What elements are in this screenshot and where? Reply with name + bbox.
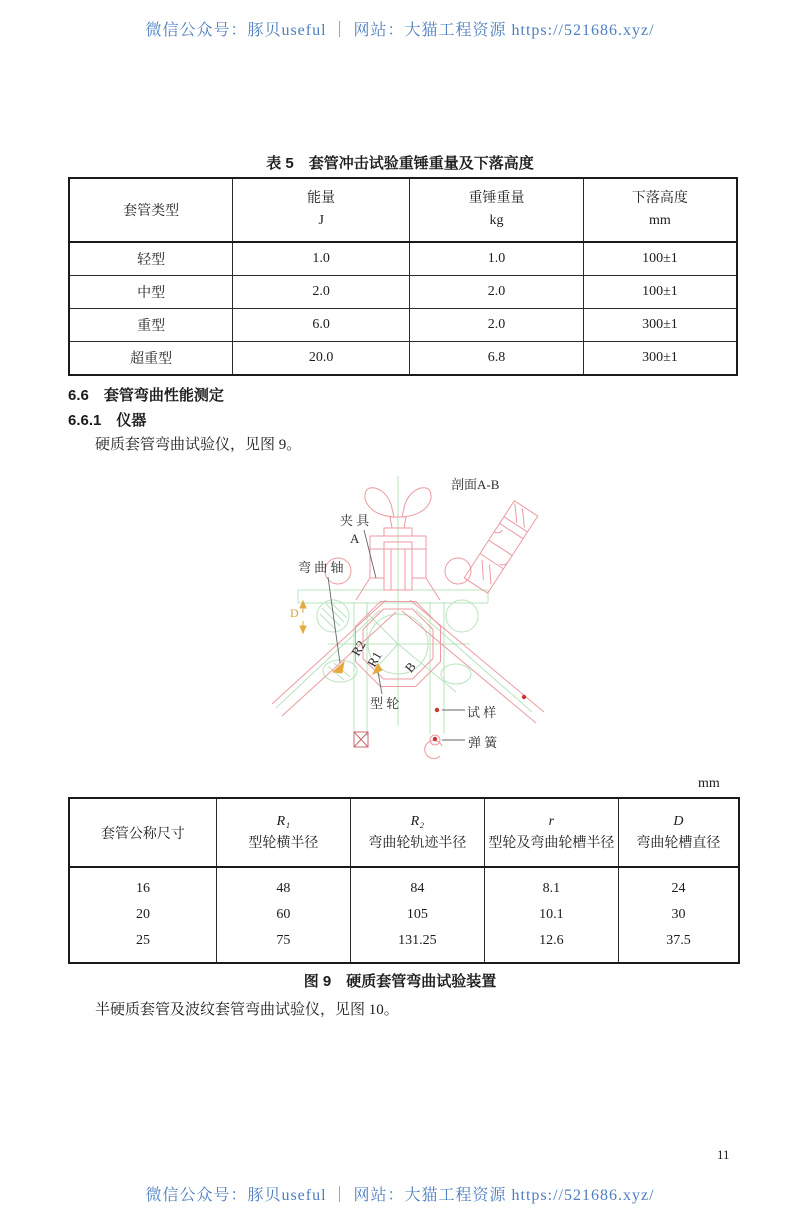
col-header-casing-type: 套管类型 (69, 178, 233, 242)
cell: 中型 (69, 276, 233, 309)
cell: 84 (350, 867, 484, 902)
section-heading-6-6-1: 6.6.1 仪器 (68, 412, 147, 429)
table-row (69, 867, 739, 902)
cell: 100±1 (583, 276, 737, 309)
cell: 24 (618, 867, 739, 902)
cell: 25 (69, 928, 216, 963)
impact-test-table (68, 177, 738, 376)
paragraph-semi-rigid-conduit: 半硬质套管及波纹套管弯曲试验仪，见图 10。 (95, 1002, 399, 1018)
cell: 131.25 (350, 928, 484, 963)
page-number: 11 (717, 1147, 730, 1162)
table-row (69, 242, 737, 276)
table-header-row (69, 178, 737, 242)
table9-unit-label: mm (698, 776, 720, 791)
cell: 超重型 (69, 342, 233, 376)
label-b: B (401, 659, 419, 676)
bottom-watermark: 微信公众号：豚贝useful ｜ 网站：大猫工程资源 https://521686.xyz/ (145, 1187, 655, 1204)
table-header-row (69, 798, 739, 867)
label-specimen: 试 样 (467, 705, 497, 720)
section-heading-6-6: 6.6 套管弯曲性能测定 (68, 387, 224, 404)
paragraph-rigid-conduit: 硬质套管弯曲试验仪，见图 9。 (95, 437, 302, 453)
cell: 75 (216, 928, 350, 963)
table-row (69, 342, 737, 376)
table-row (69, 928, 739, 963)
bend-wheel-dimensions-table (68, 797, 740, 964)
cell: 20 (69, 902, 216, 928)
cell: 轻型 (69, 242, 233, 276)
bend-test-apparatus-diagram (270, 460, 560, 765)
col-header-nominal-size: 套管公称尺寸 (69, 798, 216, 867)
cell: 16 (69, 867, 216, 902)
label-bend-axis: 弯 曲 轴 (298, 560, 344, 575)
table5-title: 表 5 套管冲击试验重锤重量及下落高度 (266, 155, 534, 172)
cell: 300±1 (583, 309, 737, 342)
cell: 2.0 (410, 309, 584, 342)
label-clamp: 夹 具 (340, 513, 370, 528)
cell: 60 (216, 902, 350, 928)
bend-test-apparatus-figure (270, 460, 560, 765)
cell: 10.1 (484, 902, 618, 928)
cell: 1.0 (410, 242, 584, 276)
cell: 20.0 (233, 342, 410, 376)
cell: 6.8 (410, 342, 584, 376)
col-header-d: D 弯曲轮槽直径 (618, 798, 739, 867)
cell: 105 (350, 902, 484, 928)
label-section-ab: 剖面A-B (451, 477, 500, 492)
col-header-energy: 能量 J (233, 178, 410, 242)
table-row (69, 902, 739, 928)
cell: 37.5 (618, 928, 739, 963)
table-row (69, 276, 737, 309)
cell: 30 (618, 902, 739, 928)
label-spring: 弹 簧 (468, 735, 498, 750)
cell: 2.0 (410, 276, 584, 309)
cell: 12.6 (484, 928, 618, 963)
label-clamp-a: A (350, 531, 360, 546)
cell: 重型 (69, 309, 233, 342)
col-header-r2: R₂ 弯曲轮轨迹半径 (350, 798, 484, 867)
figure9-caption: 图 9 硬质套管弯曲试验装置 (303, 973, 497, 990)
cell: 8.1 (484, 867, 618, 902)
label-dim-d: D (290, 606, 299, 620)
label-form-wheel: 型 轮 (370, 696, 400, 711)
cell: 300±1 (583, 342, 737, 376)
label-r1: R1 (364, 648, 385, 670)
table-row (69, 309, 737, 342)
col-header-r1: R₁ 型轮横半径 (216, 798, 350, 867)
top-watermark: 微信公众号：豚贝useful ｜ 网站：大猫工程资源 https://521686.xyz/ (145, 22, 655, 39)
label-r2: R2 (348, 637, 369, 659)
col-header-r: r 型轮及弯曲轮槽半径 (484, 798, 618, 867)
cell: 2.0 (233, 276, 410, 309)
cell: 100±1 (583, 242, 737, 276)
col-header-drop-height: 下落高度 mm (583, 178, 737, 242)
col-header-hammer-mass: 重锤重量 kg (410, 178, 584, 242)
cell: 1.0 (233, 242, 410, 276)
cell: 48 (216, 867, 350, 902)
cell: 6.0 (233, 309, 410, 342)
